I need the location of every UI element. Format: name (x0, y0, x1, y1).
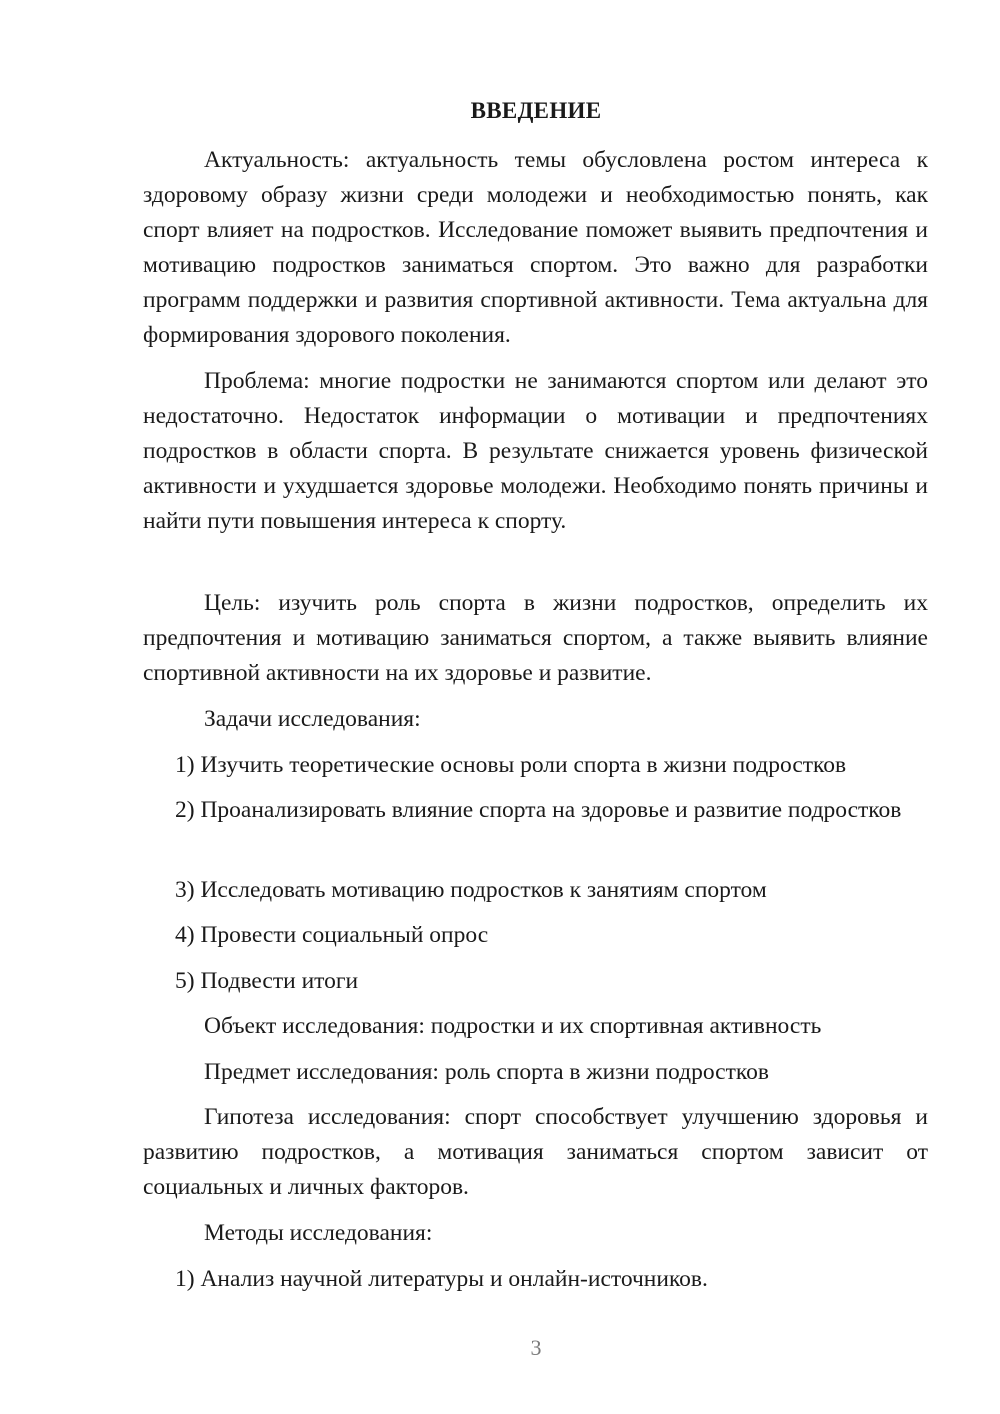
hypothesis-paragraph: Гипотеза исследования: спорт способствует улучшению здоровья и развитию подростков, а мотивация заниматься спортом зависит от социальных и личных факторов. (143, 1104, 928, 1200)
relevance-paragraph: Актуальность: актуальность темы обусловлена ростом интереса к здоровому образу жизни среди молодежи и необходимостью понять, как спорт влияет на подростков. Исследование поможет выявить предпочтения и мотивацию подростков заниматься спортом. Это важно для разработки программ поддержки и развития спортивной активности. Тема актуальна для формирования здорового поколения. (143, 147, 928, 348)
task-item-4: 4) Провести социальный опрос (175, 922, 489, 948)
subject-paragraph: Предмет исследования: роль спорта в жизни подростков (204, 1059, 769, 1085)
object-paragraph: Объект исследования: подростки и их спортивная активность (204, 1013, 822, 1039)
task-item-2: 2) Проанализировать влияние спорта на здоровье и развитие подростков (175, 797, 902, 823)
method-item-1: 1) Анализ научной литературы и онлайн-источников. (175, 1266, 708, 1292)
goal-paragraph: Цель: изучить роль спорта в жизни подростков, определить их предпочтения и мотивацию заниматься спортом, а также выявить влияние спортивной активности на их здоровье и развитие. (143, 590, 928, 686)
methods-heading: Методы исследования: (204, 1220, 433, 1246)
task-item-5: 5) Подвести итоги (175, 968, 359, 994)
task-item-3: 3) Исследовать мотивацию подростков к занятиям спортом (175, 877, 767, 903)
page-number: 3 (530, 1335, 542, 1360)
tasks-heading: Задачи исследования: (204, 706, 421, 732)
task-item-1: 1) Изучить теоретические основы роли спорта в жизни подростков (175, 752, 847, 778)
problem-paragraph: Проблема: многие подростки не занимаются спортом или делают это недостаточно. Недостаток информации о мотивации и предпочтениях подростков в области спорта. В результате снижается уровень физической активности и ухудшается здоровье молодежи. Необходимо понять причины и найти пути повышения интереса к спорту. (143, 368, 928, 534)
section-title: ВВЕДЕНИЕ (470, 98, 602, 123)
